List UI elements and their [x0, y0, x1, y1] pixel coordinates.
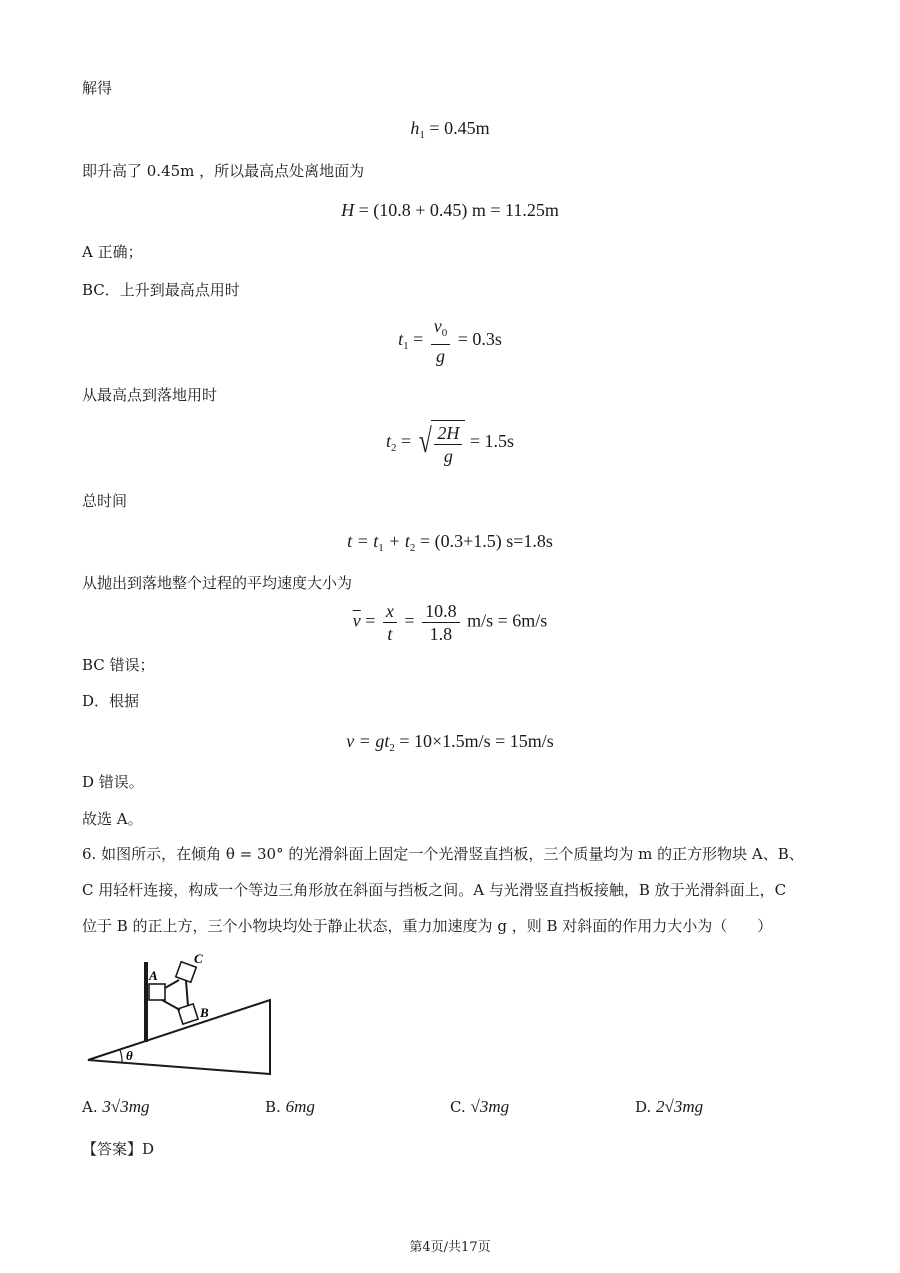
- label-c: C: [194, 951, 203, 966]
- text-total: 总时间: [82, 492, 128, 510]
- incline-figure: [82, 950, 282, 1080]
- text-d-wrong: D 错误。: [82, 773, 144, 791]
- equation-v: $v = gt_2 = 10\times 1.5m/s = 15m/s$: [346, 731, 554, 754]
- label-theta: θ: [126, 1048, 133, 1063]
- question-text: [82, 836, 842, 944]
- block-b: [178, 1004, 198, 1024]
- equation-vbar: $\overline{v}$ = $\frac{x}{t}$ = $\frac{10.8}{1.8}$ m/s = 6m/s: [352, 601, 548, 644]
- angle-arc: [120, 1050, 122, 1062]
- text-rise: 即升高了 0.45m ，所以最高点处离地面为: [82, 162, 365, 180]
- question-line-1: 6. 如图所示，在倾角 θ = 30° 的光滑斜面上固定一个光滑竖直挡板，三个质量均为 m 的正方形物块 A、B、: [82, 845, 804, 863]
- option-a: A. 3√3mg: [82, 1097, 150, 1116]
- question-line-2: C 用轻杆连接，构成一个等边三角形放在斜面与挡板之间。A 与光滑竖直挡板接触，B 放于光滑斜面上，C: [82, 881, 787, 899]
- text-fall: 从最高点到落地用时: [82, 386, 218, 404]
- text-jiede: 解得: [82, 79, 113, 97]
- equation-h1: $h_1 = 0.45m$: [410, 118, 490, 141]
- page-footer: 第4页/共17页: [409, 1240, 491, 1255]
- option-d: D. 2√3mg: [635, 1097, 704, 1116]
- label-a: A: [149, 968, 158, 983]
- answer-label: 【答案】D: [82, 1140, 155, 1158]
- option-c: C. √3mg: [450, 1097, 510, 1116]
- text-avg: 从抛出到落地整个过程的平均速度大小为: [82, 574, 353, 592]
- rod-cb: [186, 981, 188, 1006]
- equation-t1: $t_1$ = $\frac{v_0}{g}$ = 0.3s: [398, 316, 502, 366]
- equation-total-time: $t = t_1 + t_2 = (0.3+1.5)$ s=1.8s: [347, 531, 553, 554]
- block-a: [149, 984, 165, 1000]
- text-d-intro: D．根据: [82, 692, 140, 710]
- text-bc-wrong: BC 错误；: [82, 656, 155, 674]
- label-b: B: [200, 1005, 209, 1020]
- rod-ab: [162, 1000, 180, 1010]
- text-bc-intro: BC．上升到最高点用时: [82, 281, 240, 299]
- sqrt-symbol: √ $\frac{2H}{g}$: [416, 420, 466, 466]
- rod-ac: [165, 980, 179, 988]
- text-choose: 故选 A。: [82, 810, 143, 828]
- equation-H: H = (10.8 + 0.45) m = 11.25m: [341, 200, 559, 220]
- option-b: B. 6mg: [265, 1097, 315, 1116]
- equation-t2: $t_2$ = √ $\frac{2H}{g}$ = 1.5s: [0, 420, 900, 466]
- question-line-3: 位于 B 的正上方，三个小物块均处于静止状态，重力加速度为 g ，则 B 对斜面的作用力大小为（ ）: [82, 917, 773, 935]
- text-a-correct: A 正确；: [82, 243, 143, 261]
